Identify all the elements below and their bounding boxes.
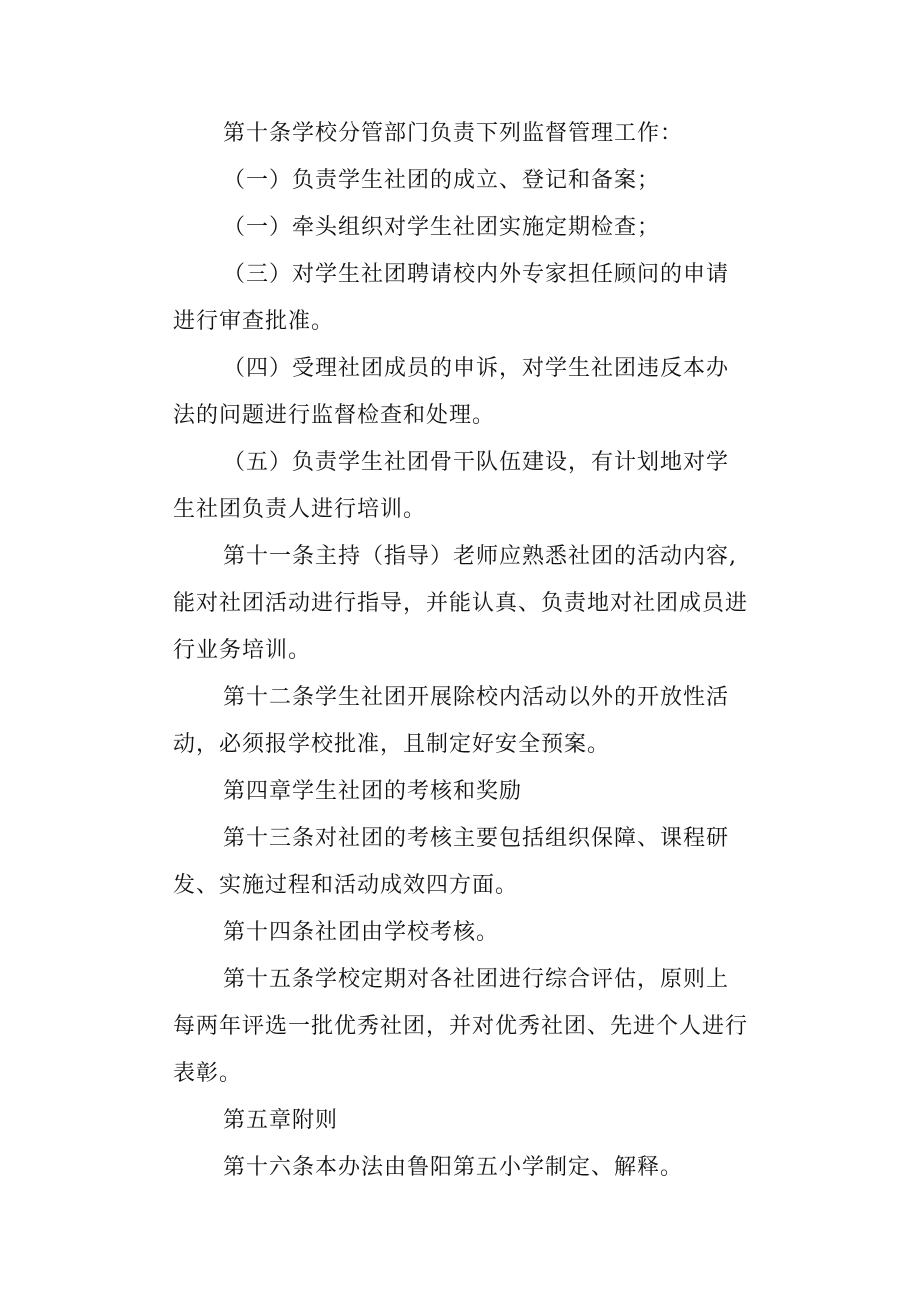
article-10-item-3: （三）对学生社团聘请校内外专家担任顾问的申请进行审查批准。: [173, 262, 730, 334]
document-body: [173, 110, 751, 1191]
article-15: 第十五条学校定期对各社团进行综合评估，原则上每两年评选一批优秀社团，并对优秀社团、先进个人进行表彰。: [173, 967, 749, 1086]
article-10-item-4: （四）受理社团成员的申诉，对学生社团违反本办法的问题进行监督检查和处理。: [173, 356, 730, 428]
article-10-item-1: （一）负责学生社团的成立、登记和备案；: [223, 168, 661, 193]
chapter-4-title: 第四章学生社团的考核和奖励: [223, 779, 523, 804]
article-14: 第十四条社团由学校考核。: [223, 920, 500, 945]
article-10-item-5: （五）负责学生社团骨干队伍建设，有计划地对学生社团负责人进行培训。: [173, 450, 730, 522]
article-16: 第十六条本办法由鲁阳第五小学制定、解释。: [223, 1155, 684, 1180]
chapter-5-title: 第五章附则: [223, 1108, 339, 1133]
article-13: 第十三条对社团的考核主要包括组织保障、课程研发、实施过程和活动成效四方面。: [173, 826, 730, 898]
article-10-heading: 第十条学校分管部门负责下列监督管理工作：: [223, 121, 684, 146]
article-12: 第十二条学生社团开展除校内活动以外的开放性活动，必须报学校批准，且制定好安全预案。: [173, 685, 730, 757]
article-10-item-2: （一）牵头组织对学生社团实施定期检查；: [223, 215, 661, 240]
article-11: 第十一条主持（指导）老师应熟悉社团的活动内容,能对社团活动进行指导，并能认真、负责地对社团成员进行业务培训。: [173, 544, 749, 663]
